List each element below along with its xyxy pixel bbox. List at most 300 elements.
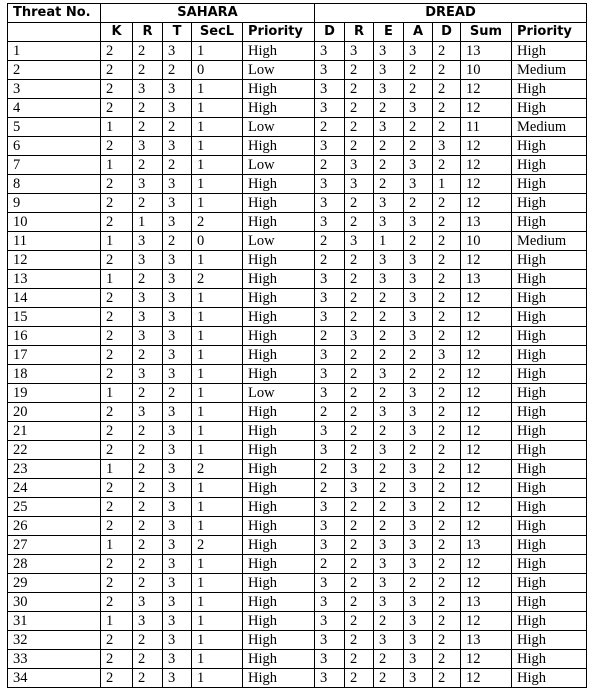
sahara-priority-cell: High [243, 574, 315, 593]
dread-priority-cell: High [512, 650, 587, 669]
dread-sum-cell: 12 [461, 194, 512, 213]
dread-e-cell: 2 [374, 669, 404, 688]
dread-sum-cell: 12 [461, 422, 512, 441]
threat-no-cell: 27 [8, 536, 101, 555]
dread-d1-cell: 3 [315, 593, 345, 612]
sahara-secl-cell: 1 [192, 327, 243, 346]
dread-r-cell: 3 [345, 327, 374, 346]
dread-d1-cell: 2 [315, 479, 345, 498]
dread-sum-cell: 12 [461, 384, 512, 403]
dread-r-cell: 2 [345, 118, 374, 137]
table-row [8, 593, 587, 612]
table-row [8, 270, 587, 289]
sahara-r-cell: 2 [133, 441, 163, 460]
table-row [8, 479, 587, 498]
dread-e-cell: 2 [374, 422, 404, 441]
sahara-priority-cell: High [243, 479, 315, 498]
dread-d2-cell: 2 [433, 365, 461, 384]
sahara-k-cell: 2 [101, 194, 133, 213]
sahara-k-cell: 1 [101, 156, 133, 175]
dread-sum-cell: 12 [461, 251, 512, 270]
dread-priority-cell: Medium [512, 61, 587, 80]
sahara-secl-cell: 1 [192, 422, 243, 441]
dread-r-cell: 2 [345, 61, 374, 80]
sahara-t-cell: 2 [163, 156, 192, 175]
dread-priority-cell: High [512, 213, 587, 232]
sahara-k-cell: 2 [101, 498, 133, 517]
dread-sum-cell: 12 [461, 650, 512, 669]
dread-r-cell: 2 [345, 574, 374, 593]
sahara-priority-cell: High [243, 612, 315, 631]
dread-priority-cell: High [512, 175, 587, 194]
sahara-priority-cell: Low [243, 156, 315, 175]
sahara-k-cell: 2 [101, 99, 133, 118]
sahara-r-cell: 3 [133, 80, 163, 99]
sahara-priority-cell: High [243, 270, 315, 289]
sahara-secl-cell: 0 [192, 61, 243, 80]
dread-d1-cell: 3 [315, 80, 345, 99]
dread-priority-cell: High [512, 270, 587, 289]
dread-r-cell: 2 [345, 555, 374, 574]
sahara-t-cell: 3 [163, 289, 192, 308]
sahara-k-cell: 2 [101, 650, 133, 669]
dread-d1-cell: 3 [315, 631, 345, 650]
threat-no-cell: 17 [8, 346, 101, 365]
dread-d2-cell: 2 [433, 650, 461, 669]
dread-d1-cell: 2 [315, 460, 345, 479]
dread-sum-cell: 13 [461, 42, 512, 61]
sahara-r-cell: 2 [133, 42, 163, 61]
sahara-t-cell: 3 [163, 574, 192, 593]
dread-a-cell: 3 [404, 517, 433, 536]
table-row [8, 61, 587, 80]
dread-d1-cell: 3 [315, 365, 345, 384]
dread-sum-cell: 12 [461, 346, 512, 365]
table-row [8, 441, 587, 460]
dread-r-cell: 2 [345, 365, 374, 384]
dread-r-cell: 2 [345, 213, 374, 232]
sahara-t-cell: 2 [163, 61, 192, 80]
sahara-r-cell: 3 [133, 251, 163, 270]
dread-e-cell: 3 [374, 365, 404, 384]
dread-d2-cell: 2 [433, 631, 461, 650]
dread-header: DREAD [315, 4, 587, 23]
sahara-r-cell: 3 [133, 327, 163, 346]
table-row [8, 574, 587, 593]
sahara-t-cell: 3 [163, 650, 192, 669]
threat-no-cell: 5 [8, 118, 101, 137]
dread-d2-cell: 2 [433, 441, 461, 460]
dread-priority-cell: High [512, 346, 587, 365]
dread-e-cell: 2 [374, 156, 404, 175]
sahara-t-cell: 3 [163, 441, 192, 460]
dread-a-cell: 3 [404, 99, 433, 118]
sahara-r-cell: 2 [133, 574, 163, 593]
threat-no-cell: 29 [8, 574, 101, 593]
sahara-t-cell: 3 [163, 213, 192, 232]
sahara-secl-cell: 1 [192, 593, 243, 612]
threat-no-cell: 22 [8, 441, 101, 460]
dread-r-cell: 2 [345, 346, 374, 365]
table-row [8, 289, 587, 308]
sahara-col-k: K [101, 23, 133, 42]
sahara-t-cell: 3 [163, 99, 192, 118]
dread-sum-cell: 13 [461, 270, 512, 289]
dread-r-cell: 2 [345, 441, 374, 460]
dread-a-cell: 3 [404, 42, 433, 61]
sahara-t-cell: 3 [163, 555, 192, 574]
dread-priority-cell: High [512, 441, 587, 460]
dread-r-cell: 2 [345, 593, 374, 612]
dread-r-cell: 3 [345, 479, 374, 498]
dread-priority-cell: High [512, 384, 587, 403]
dread-d2-cell: 2 [433, 99, 461, 118]
sahara-priority-cell: High [243, 80, 315, 99]
dread-a-cell: 3 [404, 251, 433, 270]
dread-d2-cell: 2 [433, 308, 461, 327]
table-row [8, 650, 587, 669]
dread-d1-cell: 2 [315, 118, 345, 137]
sahara-secl-cell: 1 [192, 479, 243, 498]
sahara-secl-cell: 1 [192, 384, 243, 403]
table-row [8, 536, 587, 555]
dread-e-cell: 3 [374, 251, 404, 270]
dread-e-cell: 2 [374, 99, 404, 118]
dread-d1-cell: 3 [315, 42, 345, 61]
sahara-t-cell: 3 [163, 460, 192, 479]
threat-no-cell: 23 [8, 460, 101, 479]
dread-e-cell: 2 [374, 308, 404, 327]
sahara-secl-cell: 1 [192, 251, 243, 270]
dread-d1-cell: 3 [315, 536, 345, 555]
threat-no-cell: 25 [8, 498, 101, 517]
dread-sum-cell: 12 [461, 175, 512, 194]
dread-a-cell: 3 [404, 631, 433, 650]
table-row [8, 346, 587, 365]
dread-d1-cell: 3 [315, 650, 345, 669]
dread-e-cell: 3 [374, 593, 404, 612]
dread-d1-cell: 3 [315, 517, 345, 536]
sahara-t-cell: 3 [163, 137, 192, 156]
dread-d2-cell: 2 [433, 384, 461, 403]
sahara-k-cell: 2 [101, 346, 133, 365]
threat-no-cell: 13 [8, 270, 101, 289]
dread-d1-cell: 3 [315, 213, 345, 232]
threat-no-cell: 12 [8, 251, 101, 270]
sahara-priority-cell: High [243, 175, 315, 194]
sahara-secl-cell: 0 [192, 232, 243, 251]
sahara-r-cell: 3 [133, 232, 163, 251]
dread-a-cell: 2 [404, 194, 433, 213]
sahara-secl-cell: 1 [192, 403, 243, 422]
dread-d2-cell: 2 [433, 251, 461, 270]
dread-r-cell: 2 [345, 536, 374, 555]
dread-d2-cell: 2 [433, 289, 461, 308]
dread-e-cell: 2 [374, 384, 404, 403]
sahara-r-cell: 3 [133, 365, 163, 384]
threat-no-cell: 34 [8, 669, 101, 688]
dread-d1-cell: 2 [315, 555, 345, 574]
dread-d1-cell: 3 [315, 384, 345, 403]
dread-d1-cell: 3 [315, 194, 345, 213]
dread-priority-cell: High [512, 99, 587, 118]
dread-d1-cell: 3 [315, 441, 345, 460]
table-row [8, 384, 587, 403]
dread-r-cell: 2 [345, 517, 374, 536]
dread-sum-cell: 13 [461, 213, 512, 232]
dread-priority-cell: High [512, 80, 587, 99]
dread-d2-cell: 2 [433, 555, 461, 574]
threat-no-cell: 21 [8, 422, 101, 441]
threat-no-cell: 10 [8, 213, 101, 232]
sahara-secl-cell: 1 [192, 175, 243, 194]
dread-a-cell: 3 [404, 327, 433, 346]
table-row [8, 631, 587, 650]
dread-r-cell: 2 [345, 384, 374, 403]
dread-priority-cell: High [512, 194, 587, 213]
sahara-priority-cell: Low [243, 61, 315, 80]
dread-r-cell: 3 [345, 42, 374, 61]
sahara-t-cell: 3 [163, 80, 192, 99]
dread-priority-cell: High [512, 289, 587, 308]
sahara-priority-cell: High [243, 650, 315, 669]
sahara-t-cell: 3 [163, 422, 192, 441]
dread-e-cell: 2 [374, 327, 404, 346]
dread-a-cell: 3 [404, 669, 433, 688]
sahara-secl-cell: 1 [192, 308, 243, 327]
threat-no-cell: 30 [8, 593, 101, 612]
table-row [8, 175, 587, 194]
threat-no-cell: 28 [8, 555, 101, 574]
dread-r-cell: 2 [345, 270, 374, 289]
dread-col-e: E [374, 23, 404, 42]
dread-a-cell: 3 [404, 156, 433, 175]
dread-priority-cell: High [512, 669, 587, 688]
sahara-secl-cell: 1 [192, 156, 243, 175]
sahara-priority-cell: High [243, 346, 315, 365]
dread-d2-cell: 2 [433, 536, 461, 555]
sahara-t-cell: 2 [163, 232, 192, 251]
sahara-priority-cell: High [243, 441, 315, 460]
sahara-t-cell: 3 [163, 251, 192, 270]
sahara-priority-cell: Low [243, 118, 315, 137]
dread-e-cell: 3 [374, 631, 404, 650]
dread-d2-cell: 2 [433, 403, 461, 422]
dread-d1-cell: 3 [315, 289, 345, 308]
sahara-r-cell: 2 [133, 498, 163, 517]
sahara-secl-cell: 1 [192, 346, 243, 365]
sahara-secl-cell: 1 [192, 118, 243, 137]
sahara-secl-cell: 1 [192, 80, 243, 99]
dread-sum-cell: 12 [461, 137, 512, 156]
dread-priority-cell: High [512, 498, 587, 517]
dread-sum-cell: 12 [461, 403, 512, 422]
table-row [8, 213, 587, 232]
dread-a-cell: 3 [404, 213, 433, 232]
sahara-k-cell: 1 [101, 270, 133, 289]
threat-no-cell: 33 [8, 650, 101, 669]
sahara-priority-cell: High [243, 498, 315, 517]
table-row [8, 460, 587, 479]
table-row [8, 517, 587, 536]
sahara-t-cell: 3 [163, 517, 192, 536]
sahara-secl-cell: 1 [192, 669, 243, 688]
table-row [8, 194, 587, 213]
dread-sum-cell: 12 [461, 289, 512, 308]
threat-no-cell: 4 [8, 99, 101, 118]
dread-e-cell: 3 [374, 574, 404, 593]
dread-priority-cell: High [512, 536, 587, 555]
dread-a-cell: 2 [404, 80, 433, 99]
sahara-priority-cell: High [243, 555, 315, 574]
sahara-secl-cell: 1 [192, 42, 243, 61]
dread-d1-cell: 2 [315, 251, 345, 270]
sahara-t-cell: 3 [163, 175, 192, 194]
sahara-r-cell: 2 [133, 479, 163, 498]
dread-e-cell: 3 [374, 403, 404, 422]
dread-sum-cell: 12 [461, 156, 512, 175]
sahara-k-cell: 2 [101, 422, 133, 441]
dread-a-cell: 2 [404, 346, 433, 365]
dread-a-cell: 2 [404, 574, 433, 593]
table-row [8, 99, 587, 118]
dread-r-cell: 2 [345, 137, 374, 156]
dread-d1-cell: 3 [315, 99, 345, 118]
dread-d2-cell: 2 [433, 422, 461, 441]
dread-a-cell: 3 [404, 498, 433, 517]
threat-no-cell: 24 [8, 479, 101, 498]
sahara-r-cell: 2 [133, 194, 163, 213]
dread-priority-cell: High [512, 365, 587, 384]
dread-e-cell: 2 [374, 346, 404, 365]
sahara-t-cell: 3 [163, 479, 192, 498]
dread-priority-cell: High [512, 308, 587, 327]
dread-col-d1: D [315, 23, 345, 42]
sahara-k-cell: 2 [101, 327, 133, 346]
sahara-secl-cell: 1 [192, 555, 243, 574]
threat-table-container [7, 3, 587, 688]
dread-d2-cell: 2 [433, 270, 461, 289]
sahara-t-cell: 3 [163, 403, 192, 422]
sahara-secl-cell: 2 [192, 536, 243, 555]
dread-e-cell: 2 [374, 479, 404, 498]
sahara-col-priority: Priority [243, 23, 315, 42]
table-row [8, 555, 587, 574]
blank-header-cell [8, 23, 101, 42]
dread-d1-cell: 3 [315, 498, 345, 517]
sahara-secl-cell: 1 [192, 650, 243, 669]
sahara-secl-cell: 1 [192, 289, 243, 308]
table-row [8, 498, 587, 517]
dread-col-sum: Sum [461, 23, 512, 42]
sahara-priority-cell: High [243, 365, 315, 384]
sahara-k-cell: 2 [101, 289, 133, 308]
sahara-t-cell: 3 [163, 308, 192, 327]
dread-col-r: R [345, 23, 374, 42]
dread-r-cell: 2 [345, 80, 374, 99]
sahara-k-cell: 2 [101, 631, 133, 650]
sahara-priority-cell: High [243, 99, 315, 118]
threat-no-cell: 6 [8, 137, 101, 156]
dread-sum-cell: 12 [461, 365, 512, 384]
dread-sum-cell: 12 [461, 460, 512, 479]
dread-d2-cell: 1 [433, 175, 461, 194]
threat-no-cell: 7 [8, 156, 101, 175]
sahara-r-cell: 2 [133, 555, 163, 574]
dread-d1-cell: 3 [315, 270, 345, 289]
sahara-priority-cell: High [243, 327, 315, 346]
sahara-r-cell: 3 [133, 289, 163, 308]
dread-sum-cell: 12 [461, 669, 512, 688]
dread-sum-cell: 12 [461, 308, 512, 327]
dread-priority-cell: High [512, 555, 587, 574]
dread-r-cell: 2 [345, 251, 374, 270]
dread-sum-cell: 12 [461, 574, 512, 593]
dread-priority-cell: High [512, 479, 587, 498]
dread-a-cell: 2 [404, 441, 433, 460]
sahara-priority-cell: High [243, 517, 315, 536]
dread-d2-cell: 2 [433, 479, 461, 498]
dread-d1-cell: 3 [315, 346, 345, 365]
sahara-r-cell: 3 [133, 308, 163, 327]
threat-no-cell: 2 [8, 61, 101, 80]
dread-d2-cell: 2 [433, 460, 461, 479]
dread-e-cell: 3 [374, 213, 404, 232]
dread-d1-cell: 2 [315, 327, 345, 346]
dread-d1-cell: 3 [315, 422, 345, 441]
dread-sum-cell: 12 [461, 479, 512, 498]
dread-a-cell: 3 [404, 593, 433, 612]
dread-a-cell: 2 [404, 232, 433, 251]
sahara-r-cell: 2 [133, 517, 163, 536]
sahara-k-cell: 1 [101, 118, 133, 137]
dread-d2-cell: 2 [433, 669, 461, 688]
sahara-secl-cell: 1 [192, 137, 243, 156]
sahara-k-cell: 1 [101, 384, 133, 403]
sahara-t-cell: 3 [163, 365, 192, 384]
dread-r-cell: 2 [345, 650, 374, 669]
table-row [8, 232, 587, 251]
dread-sum-cell: 13 [461, 631, 512, 650]
table-row [8, 156, 587, 175]
threat-no-cell: 19 [8, 384, 101, 403]
dread-priority-cell: High [512, 251, 587, 270]
sahara-k-cell: 2 [101, 403, 133, 422]
dread-e-cell: 1 [374, 232, 404, 251]
sahara-k-cell: 2 [101, 574, 133, 593]
dread-r-cell: 3 [345, 460, 374, 479]
dread-a-cell: 3 [404, 403, 433, 422]
sahara-k-cell: 2 [101, 555, 133, 574]
dread-a-cell: 2 [404, 118, 433, 137]
sahara-t-cell: 2 [163, 384, 192, 403]
threat-no-cell: 1 [8, 42, 101, 61]
dread-sum-cell: 10 [461, 232, 512, 251]
table-row [8, 137, 587, 156]
threat-assessment-table [7, 3, 587, 688]
column-header-row [8, 23, 587, 42]
dread-e-cell: 2 [374, 498, 404, 517]
dread-sum-cell: 12 [461, 441, 512, 460]
sahara-r-cell: 3 [133, 612, 163, 631]
dread-e-cell: 3 [374, 42, 404, 61]
dread-a-cell: 3 [404, 612, 433, 631]
sahara-k-cell: 2 [101, 479, 133, 498]
sahara-t-cell: 3 [163, 346, 192, 365]
dread-d2-cell: 2 [433, 498, 461, 517]
sahara-header: SAHARA [101, 4, 315, 23]
sahara-t-cell: 3 [163, 669, 192, 688]
